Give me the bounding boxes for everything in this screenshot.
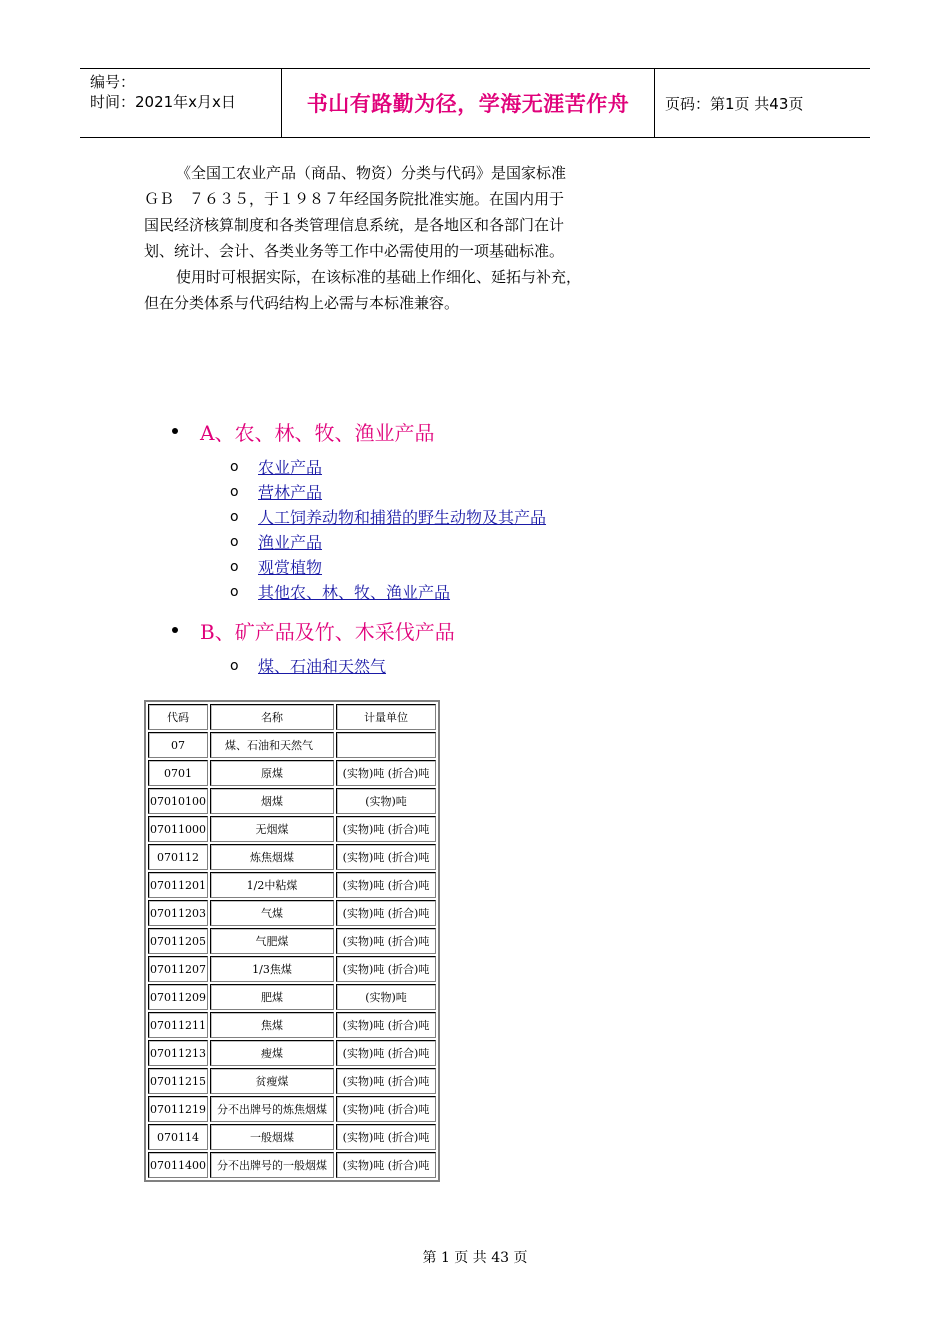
- cell-code: 07011219: [148, 1096, 208, 1122]
- section-b-title-text: B、矿产品及竹、木采伐产品: [200, 619, 455, 644]
- intro-line: 国民经济核算制度和各类管理信息系统，是各地区和各部门在计: [144, 216, 565, 234]
- cell-unit: (实物)吨 (折合)吨: [336, 900, 436, 926]
- cell-code: 07011400: [148, 1152, 208, 1178]
- list-item: [172, 554, 546, 579]
- intro-text: [144, 160, 614, 316]
- cell-code: 070112: [148, 844, 208, 870]
- cell-code: 07011209: [148, 984, 208, 1010]
- table-row: [148, 1152, 436, 1178]
- column-header-code: 代码: [148, 704, 208, 730]
- section-b: [172, 615, 455, 678]
- cell-code: 07011213: [148, 1040, 208, 1066]
- list-item: [172, 504, 546, 529]
- list-item: [172, 454, 546, 479]
- cell-code: 07011205: [148, 928, 208, 954]
- cell-name: 贫瘦煤: [210, 1068, 334, 1094]
- cell-unit: (实物)吨 (折合)吨: [336, 928, 436, 954]
- table-row: [148, 816, 436, 842]
- cell-name: 煤、石油和天然气: [210, 732, 334, 758]
- table-row: [148, 928, 436, 954]
- table-row: [148, 1040, 436, 1066]
- intro-line: 但在分类体系与代码结构上必需与本标准兼容。: [144, 294, 460, 312]
- cell-code: 0701: [148, 760, 208, 786]
- link-forestry-products[interactable]: 营林产品: [258, 483, 323, 502]
- section-a-title-text: A、农、林、牧、渔业产品: [200, 420, 435, 445]
- circle-bullet-icon: o: [230, 583, 239, 600]
- link-animal-products[interactable]: 人工饲养动物和捕猎的野生动物及其产品: [258, 508, 547, 527]
- cell-unit: (实物)吨 (折合)吨: [336, 1124, 436, 1150]
- list-item: [172, 479, 546, 504]
- cell-name: 气肥煤: [210, 928, 334, 954]
- section-a-list: [172, 454, 546, 604]
- section-b-list: [172, 653, 455, 678]
- header-motto-cell: [282, 69, 655, 137]
- cell-unit: (实物)吨 (折合)吨: [336, 1068, 436, 1094]
- cell-code: 07011215: [148, 1068, 208, 1094]
- circle-bullet-icon: o: [230, 483, 239, 500]
- table-row: [148, 788, 436, 814]
- list-item: [172, 653, 455, 678]
- table-row: [148, 1068, 436, 1094]
- cell-name: 气煤: [210, 900, 334, 926]
- cell-code: 07011203: [148, 900, 208, 926]
- cell-unit: (实物)吨 (折合)吨: [336, 872, 436, 898]
- circle-bullet-icon: o: [230, 558, 239, 575]
- cell-code: 07011207: [148, 956, 208, 982]
- cell-name: 分不出牌号的一般烟煤: [210, 1152, 334, 1178]
- link-coal-oil-gas[interactable]: 煤、石油和天然气: [258, 657, 387, 676]
- link-agricultural-products[interactable]: 农业产品: [258, 458, 323, 477]
- cell-name: 焦煤: [210, 1012, 334, 1038]
- section-a-title: [172, 416, 546, 446]
- table-row: [148, 1012, 436, 1038]
- cell-unit: (实物)吨 (折合)吨: [336, 760, 436, 786]
- list-item: [172, 529, 546, 554]
- cell-unit: (实物)吨 (折合)吨: [336, 816, 436, 842]
- column-header-unit: 计量单位: [336, 704, 436, 730]
- cell-code: 07010100: [148, 788, 208, 814]
- circle-bullet-icon: o: [230, 508, 239, 525]
- time-label: 时间：2021年x月x日: [90, 93, 236, 111]
- link-fishery-products[interactable]: 渔业产品: [258, 533, 323, 552]
- table-body: [148, 732, 436, 1178]
- section-a: [172, 416, 546, 604]
- page-info: 页码：第1页 共43页: [665, 94, 804, 113]
- cell-unit: (实物)吨 (折合)吨: [336, 1152, 436, 1178]
- cell-unit: (实物)吨 (折合)吨: [336, 1040, 436, 1066]
- table-row: [148, 984, 436, 1010]
- cell-name: 1/3焦煤: [210, 956, 334, 982]
- intro-line: ＧＢ ７６３５，于１９８７年经国务院批准实施。在国内用于: [144, 190, 565, 208]
- table-row: [148, 1124, 436, 1150]
- document-header: [80, 68, 870, 138]
- product-code-table: [144, 700, 440, 1182]
- motto-text: 书山有路勤为径，学海无涯苦作舟: [306, 91, 630, 116]
- cell-code: 07011201: [148, 872, 208, 898]
- circle-bullet-icon: o: [230, 458, 239, 475]
- cell-name: 原煤: [210, 760, 334, 786]
- table-row: [148, 956, 436, 982]
- cell-name: 炼焦烟煤: [210, 844, 334, 870]
- bullet-icon: [172, 627, 178, 633]
- cell-code: 07: [148, 732, 208, 758]
- cell-name: 1/2中粘煤: [210, 872, 334, 898]
- table-row: [148, 732, 436, 758]
- cell-code: 07011211: [148, 1012, 208, 1038]
- cell-unit: [336, 732, 436, 758]
- column-header-name: 名称: [210, 704, 334, 730]
- cell-unit: (实物)吨 (折合)吨: [336, 1012, 436, 1038]
- table-header: [148, 704, 436, 730]
- cell-name: 无烟煤: [210, 816, 334, 842]
- header-page-info-cell: [655, 69, 870, 137]
- intro-line: 使用时可根据实际，在该标准的基础上作细化、延拓与补充，: [176, 268, 582, 286]
- link-other-products[interactable]: 其他农、林、牧、渔业产品: [258, 583, 451, 602]
- circle-bullet-icon: o: [230, 533, 239, 550]
- circle-bullet-icon: o: [230, 657, 239, 674]
- cell-unit: (实物)吨: [336, 984, 436, 1010]
- footer-page-number: 第 1 页 共 43 页: [422, 1250, 528, 1266]
- cell-name: 瘦煤: [210, 1040, 334, 1066]
- table-row: [148, 872, 436, 898]
- section-b-title: [172, 615, 455, 645]
- cell-unit: (实物)吨: [336, 788, 436, 814]
- cell-unit: (实物)吨 (折合)吨: [336, 956, 436, 982]
- cell-code: 07011000: [148, 816, 208, 842]
- number-label: 编号：: [90, 73, 136, 91]
- cell-unit: (实物)吨 (折合)吨: [336, 1096, 436, 1122]
- table-row: [148, 844, 436, 870]
- cell-name: 烟煤: [210, 788, 334, 814]
- table-row: [148, 760, 436, 786]
- header-meta: [80, 69, 282, 137]
- list-item: [172, 579, 546, 604]
- table-header-row: [148, 704, 436, 730]
- cell-name: 肥煤: [210, 984, 334, 1010]
- table-row: [148, 1096, 436, 1122]
- cell-name: 一般烟煤: [210, 1124, 334, 1150]
- page-footer: [0, 1247, 950, 1267]
- cell-code: 070114: [148, 1124, 208, 1150]
- link-ornamental-plants[interactable]: 观赏植物: [258, 558, 323, 577]
- cell-unit: (实物)吨 (折合)吨: [336, 844, 436, 870]
- table-row: [148, 900, 436, 926]
- cell-name: 分不出牌号的炼焦烟煤: [210, 1096, 334, 1122]
- intro-line: 划、统计、会计、各类业务等工作中必需使用的一项基础标准。: [144, 242, 565, 260]
- bullet-icon: [172, 428, 178, 434]
- intro-line: 《全国工农业产品（商品、物资）分类与代码》是国家标准: [176, 164, 567, 182]
